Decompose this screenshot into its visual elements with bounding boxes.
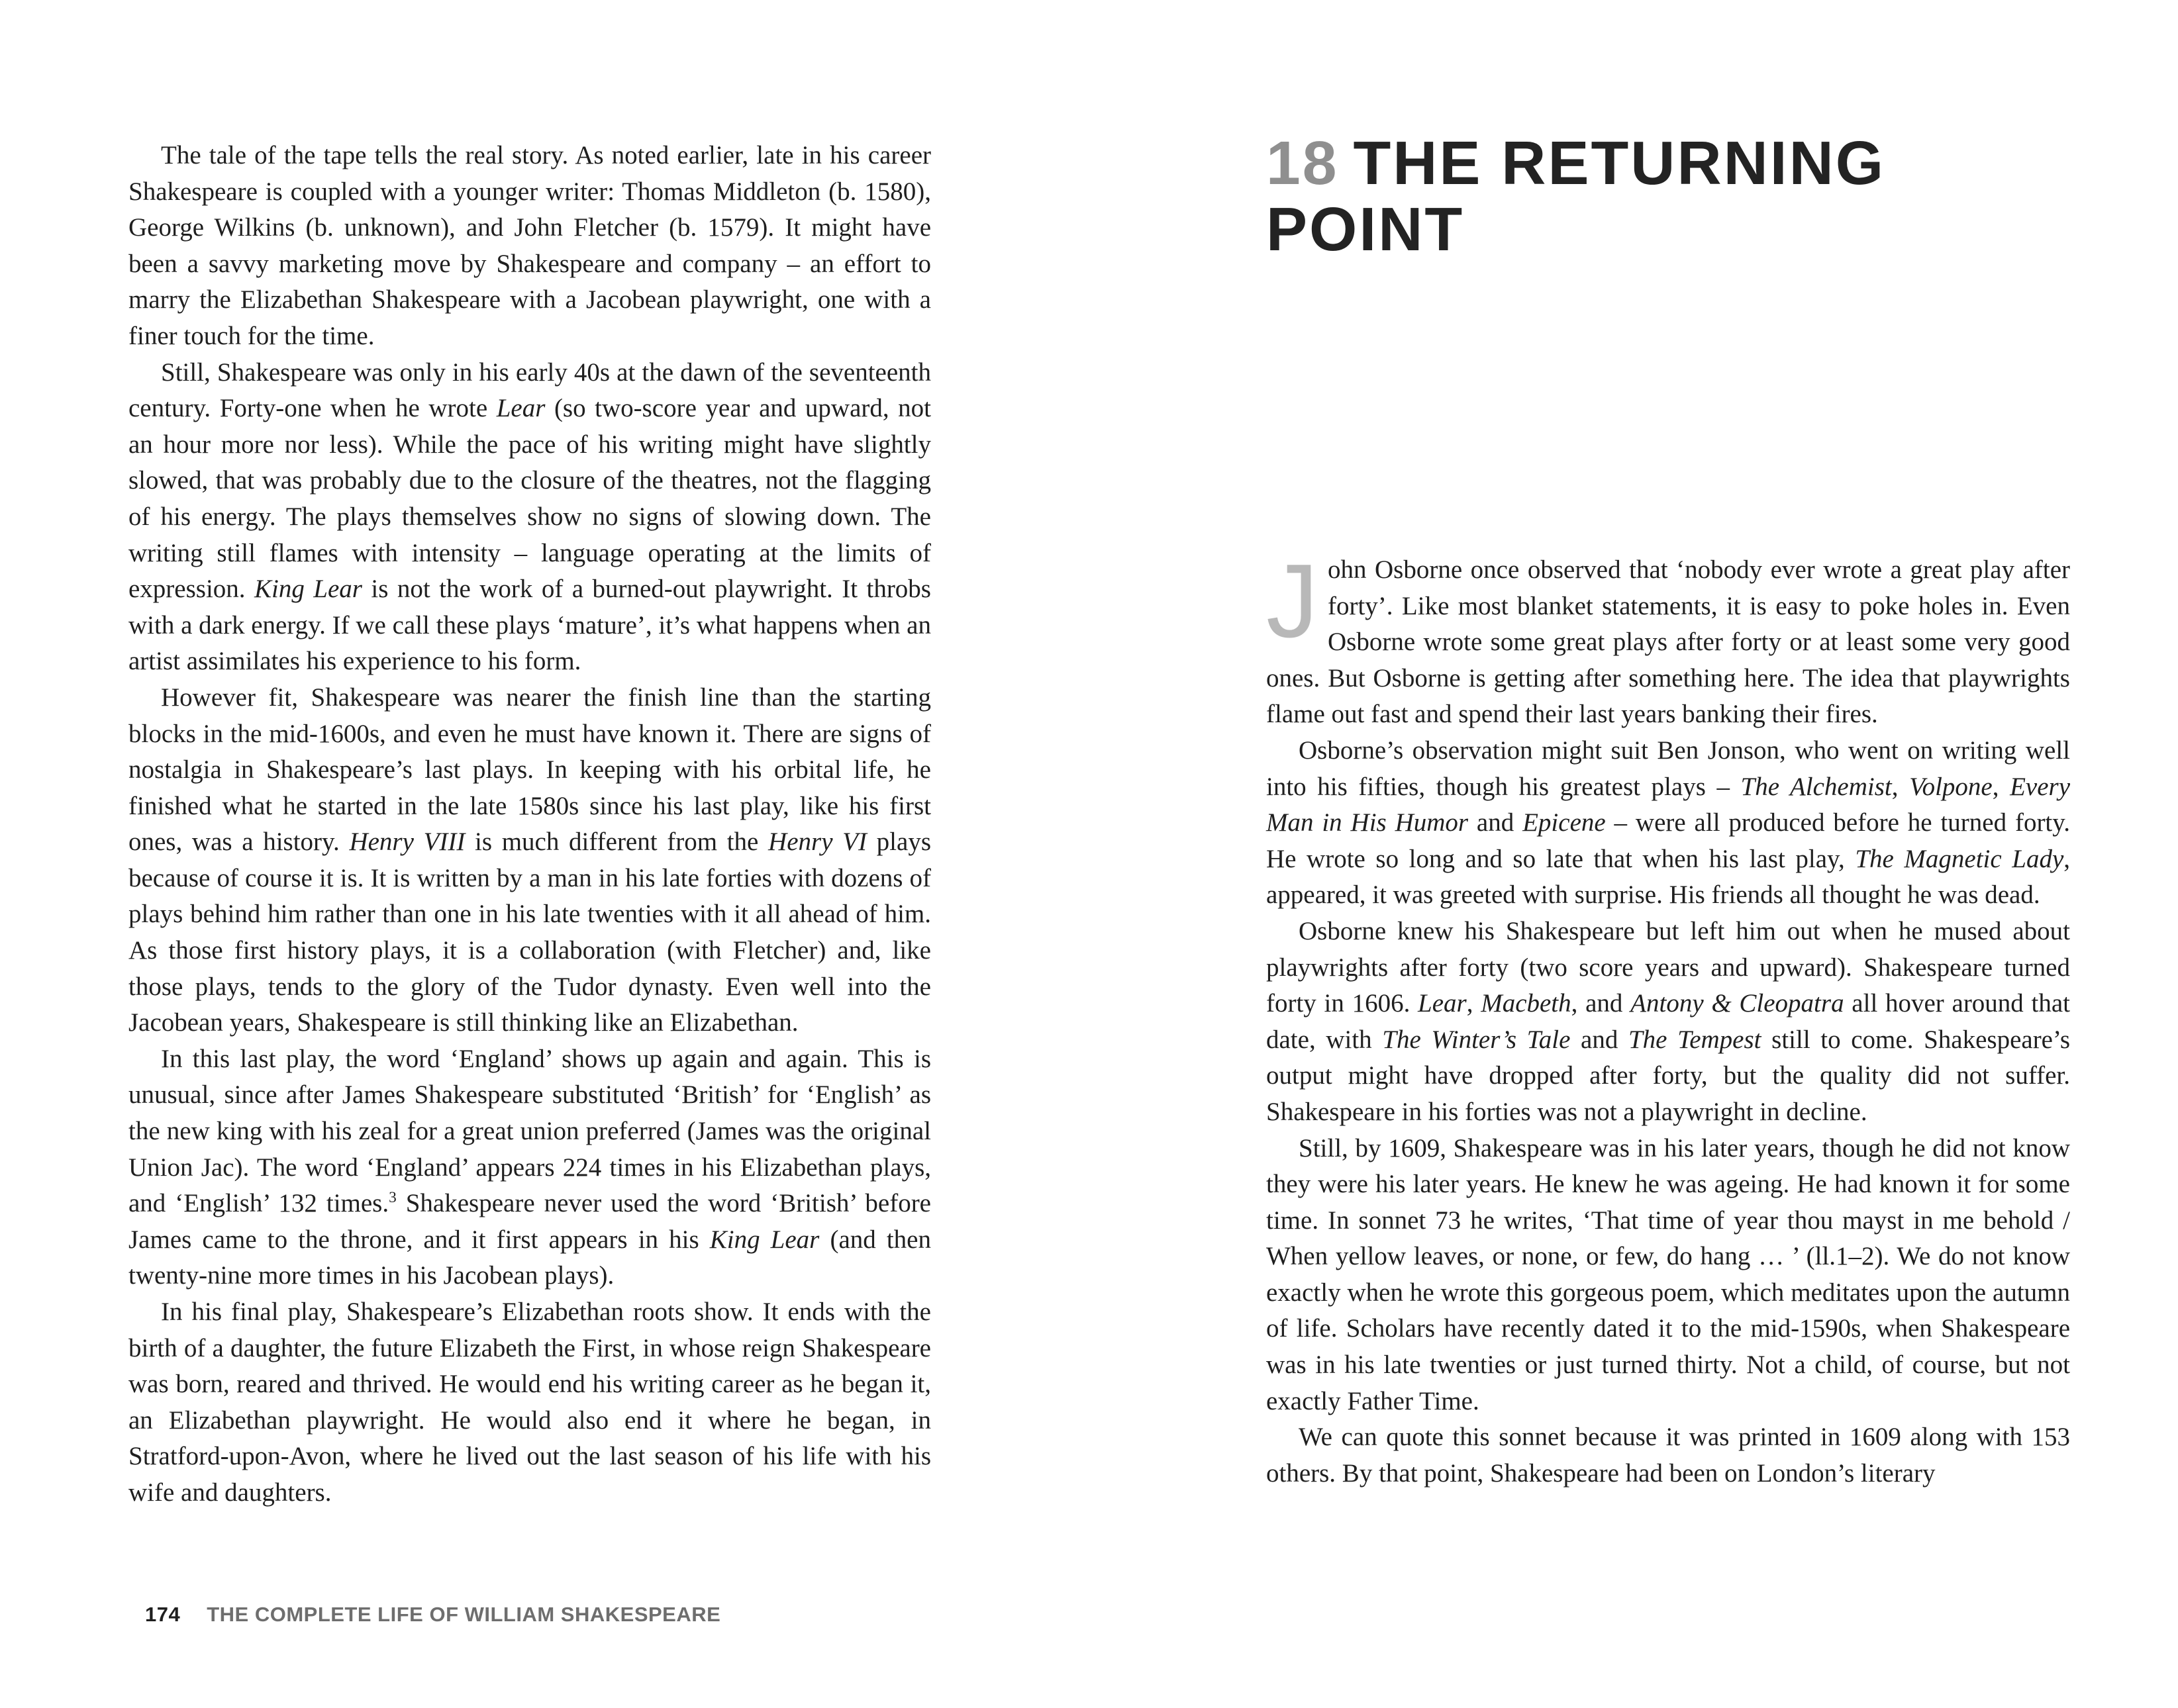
paragraph: The tale of the tape tells the real story. As noted earlier, late in his career Shakespeare is coupled with a younger writer: Thomas Middleton (b. 1580), George Wilkins (b. unknown), and John Fletcher (b. 1579). It might have been a savvy marketing move by Shakespeare and company – an effort to marry the Elizabethan Shakespeare with a Jacobean playwright, one with a finer touch for the time. (128, 141, 931, 350)
running-head: THE COMPLETE LIFE OF WILLIAM SHAKESPEARE (207, 1603, 721, 1626)
paragraph: Osborne knew his Shakespeare but left him out when he mused about playwrights after forty (two score years and upward). Shakespeare turned forty in 1606. Lear, Macbeth, and Antony & Cleopatra all hover around that date, with The Winter’s Tale and The Tempest still to come. Shakespeare’s output might have dropped after forty, but the quality did not suffer. Shakespeare in his forties was not a playwright in decline. (1266, 916, 2070, 1126)
right-page (1089, 0, 2178, 1708)
paragraph: However fit, Shakespeare was nearer the finish line than the starting blocks in the mid-1600s, and even he must have known it. There are signs of nostalgia in Shakespeare’s last plays. In keeping with his orbital life, he finished what he started in the late 1580s since his last play, like his first ones, was a history. Henry VIII is much different from the Henry VI plays because of course it is. It is written by a man in his late forties with dozens of plays behind him rather than one in his late twenties with it all ahead of him. As those first history plays, it is a collaboration (with Fletcher) and, like those plays, tends to the glory of the Tudor dynasty. Even well into the Jacobean years, Shakespeare is still thinking like an Elizabethan. (128, 683, 931, 1037)
paragraph: In this last play, the word ‘England’ shows up again and again. This is unusual, since after James Shakespeare substituted ‘British’ for ‘English’ as the new king with his zeal for a great union preferred (James was the original Union Jac). The word ‘England’ appears 224 times in his Elizabethan plays, and ‘English’ 132 times.$^3$ Shakespeare never used the word ‘British’ before James came to the throne, and it first appears in his King Lear (and then twenty-nine more times in his Jacobean plays). (128, 1044, 931, 1290)
chapter-title: THE RETURNING POINT (1266, 128, 1886, 263)
opening-paragraph (1266, 543, 2070, 733)
left-body-text (128, 138, 931, 1511)
opening-paragraph-text: ohn Osborne once observed that ‘nobody ever wrote a great play after forty’. Like most blanket statements, it is easy to poke holes in. Even Osborne wrote some great plays after forty or at least some very good ones. But Osborne is getting after something here. The idea that playwrights flame out fast and spend their last years banking their fires. (1266, 555, 2070, 729)
paragraph: We can quote this sonnet because it was printed in 1609 along with 153 others. By that point, Shakespeare had been on London’s literary (1266, 1423, 2070, 1488)
chapter-number: 18 (1266, 128, 1339, 197)
drop-cap: J (1266, 543, 1318, 659)
chapter-heading (1266, 130, 1995, 262)
paragraph: Still, by 1609, Shakespeare was in his later years, though he did not know they were his later years. He knew he was ageing. He had known it for some time. In sonnet 73 he writes, ‘That time of year thou mayst in me behold / When yellow leaves, or none, or few, do hang … ’ (ll.1–2). We do not know exactly when he wrote this gorgeous poem, which meditates upon the autumn of life. Scholars have recently dated it to the mid-1590s, when Shakespeare was in his late twenties or just turned thirty. Not a child, of course, but not exactly Father Time. (1266, 1133, 2070, 1415)
page-number: 174 (145, 1603, 181, 1626)
paragraph: In his final play, Shakespeare’s Elizabethan roots show. It ends with the birth of a daughter, the future Elizabeth the First, in whose reign Shakespeare was born, reared and thrived. He would end his writing career as he began it, an Elizabethan playwright. He would also end it where he began, in Stratford-upon-Avon, where he lived out the last season of his life with his wife and daughters. (128, 1298, 931, 1507)
paragraph: Osborne’s observation might suit Ben Jonson, who went on writing well into his fifties, though his greatest plays – The Alchemist, Volpone, Every Man in His Humor and Epicene – were all produced before he turned forty. He wrote so long and so late that when his last play, The Magnetic Lady, appeared, it was greeted with surprise. His friends all thought he was dead. (1266, 735, 2071, 910)
right-body-text (1266, 543, 2071, 1492)
paragraph: Still, Shakespeare was only in his early 40s at the dawn of the seventeenth century. Forty-one when he wrote Lear (so two-score year and upward, not an hour more nor less). While the pace of his writing might have slightly slowed, that was probably due to the closure of the theatres, not the flagging of his energy. The plays themselves show no signs of slowing down. The writing still flames with intensity – language operating at the limits of expression. King Lear is not the work of a burned-out playwright. It throbs with a dark energy. If we call these plays ‘mature’, it’s what happens when an artist assimilates his experience to his form. (128, 357, 931, 676)
page-footer (145, 1603, 720, 1627)
